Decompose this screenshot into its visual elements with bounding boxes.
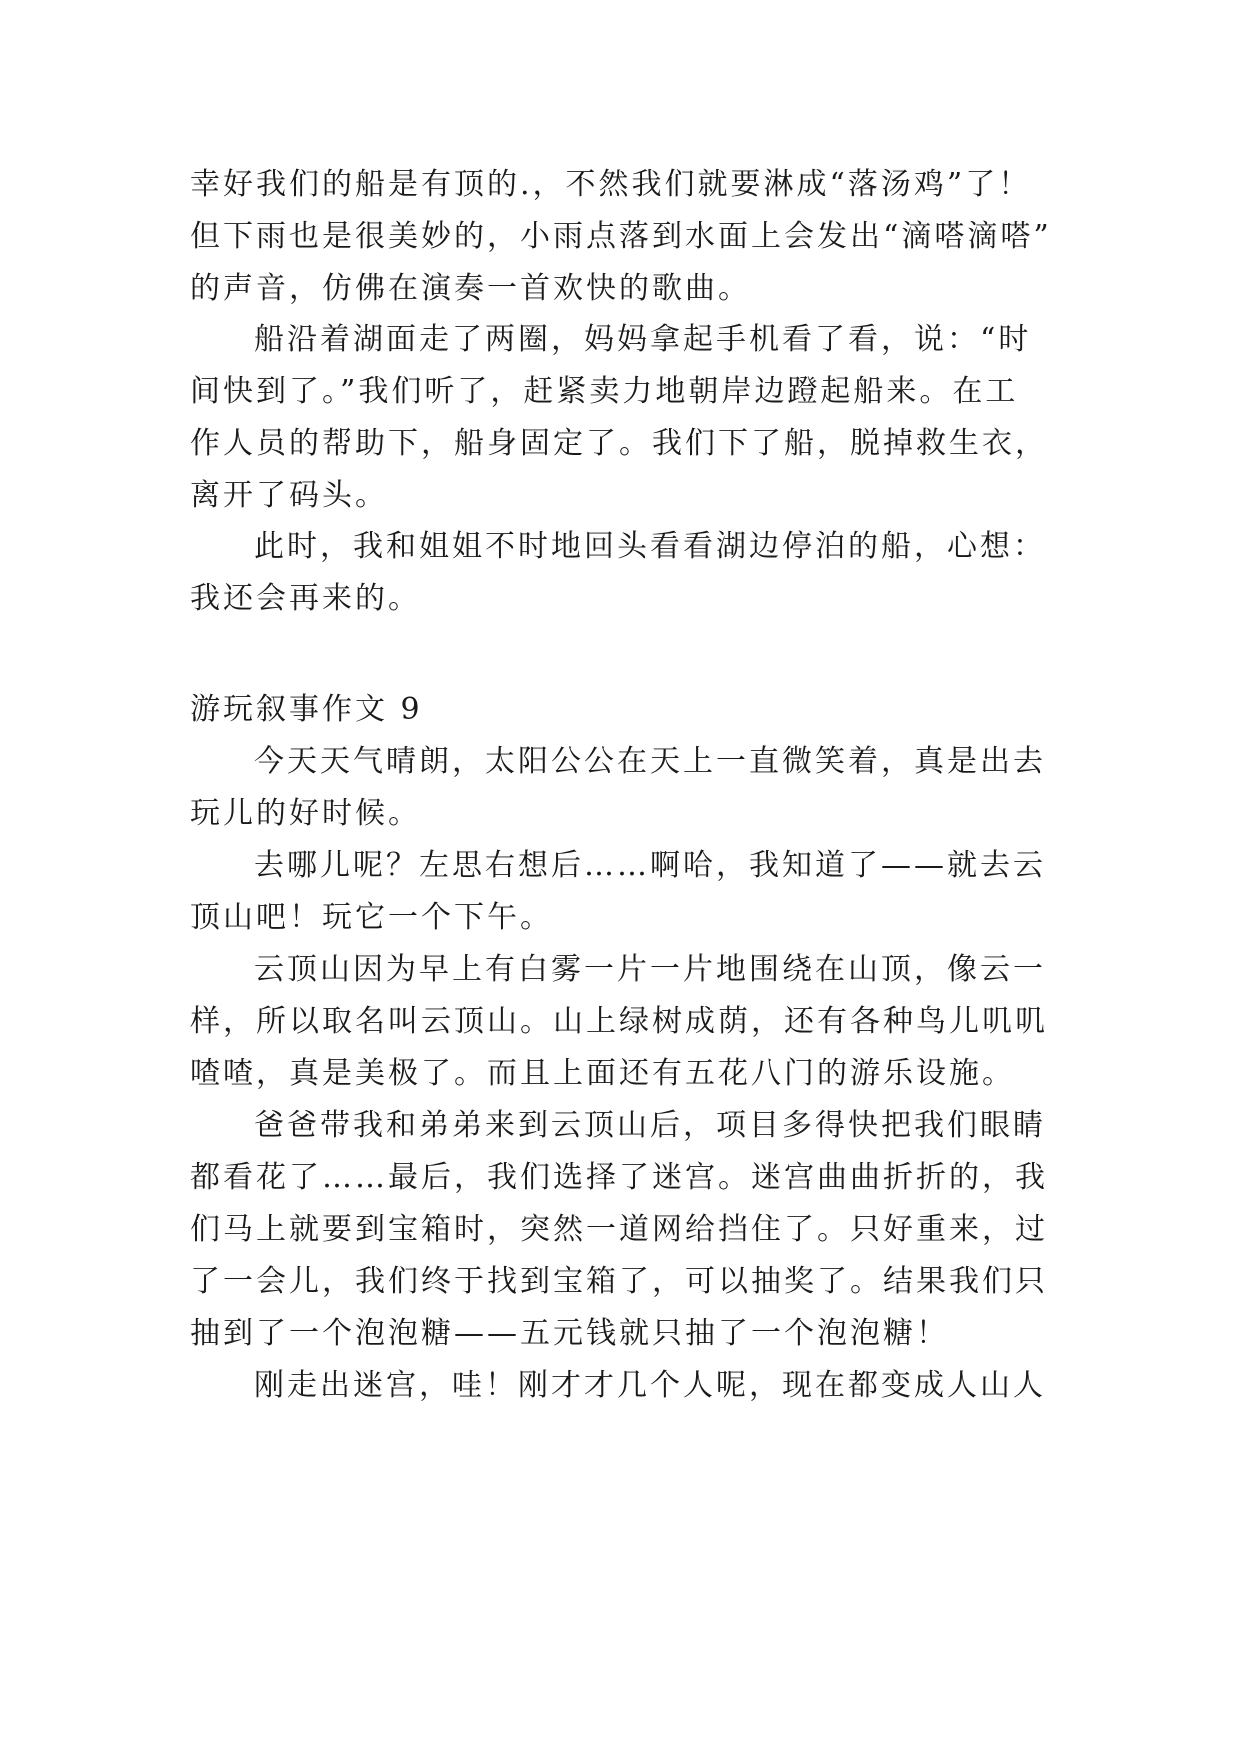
text-line: 样，所以取名叫云顶山。山上绿树成荫，还有各种鸟儿叽叽 — [190, 1004, 1048, 1039]
text-line: 此时，我和姐姐不时地回头看看湖边停泊的船，心想： — [254, 529, 1046, 564]
text-line: 的声音，仿佛在演奏一首欢快的歌曲。 — [190, 271, 751, 306]
text-line: 但下雨也是很美妙的，小雨点落到水面上会发出“滴嗒滴嗒” — [190, 219, 1052, 254]
text-line: 了一会儿，我们终于找到宝箱了，可以抽奖了。结果我们只 — [190, 1264, 1048, 1299]
text-line: 去哪儿呢？左思右想后……啊哈，我知道了——就去云 — [254, 848, 1046, 883]
text-line: 刚走出迷宫，哇！刚才才几个人呢，现在都变成人山人 — [254, 1368, 1046, 1403]
text-line: 都看花了……最后，我们选择了迷宫。迷宫曲曲折折的，我 — [190, 1160, 1048, 1195]
section-heading: 游玩叙事作文 9 — [190, 692, 423, 727]
text-line: 间快到了。”我们听了，赶紧卖力地朝岸边蹬起船来。在工 — [190, 374, 1019, 409]
text-line: 玩儿的好时候。 — [190, 796, 421, 831]
text-line: 抽到了一个泡泡糖——五元钱就只抽了一个泡泡糖！ — [190, 1316, 949, 1351]
text-line: 今天天气晴朗，太阳公公在天上一直微笑着，真是出去 — [254, 744, 1046, 779]
text-line: 顶山吧！玩它一个下午。 — [190, 900, 553, 935]
text-line: 作人员的帮助下，船身固定了。我们下了船，脱掉救生衣， — [190, 426, 1048, 461]
text-line: 幸好我们的船是有顶的.，不然我们就要淋成“落汤鸡”了！ — [190, 167, 1032, 202]
text-line: 云顶山因为早上有白雾一片一片地围绕在山顶，像云一 — [254, 952, 1046, 987]
text-line: 爸爸带我和弟弟来到云顶山后，项目多得快把我们眼睛 — [254, 1108, 1046, 1143]
text-line: 船沿着湖面走了两圈，妈妈拿起手机看了看，说：“时 — [254, 322, 1032, 357]
text-line: 们马上就要到宝箱时，突然一道网给挡住了。只好重来，过 — [190, 1212, 1048, 1247]
text-line: 喳喳，真是美极了。而且上面还有五花八门的游乐设施。 — [190, 1056, 1015, 1091]
text-line: 我还会再来的。 — [190, 581, 421, 616]
text-line: 离开了码头。 — [190, 478, 388, 513]
